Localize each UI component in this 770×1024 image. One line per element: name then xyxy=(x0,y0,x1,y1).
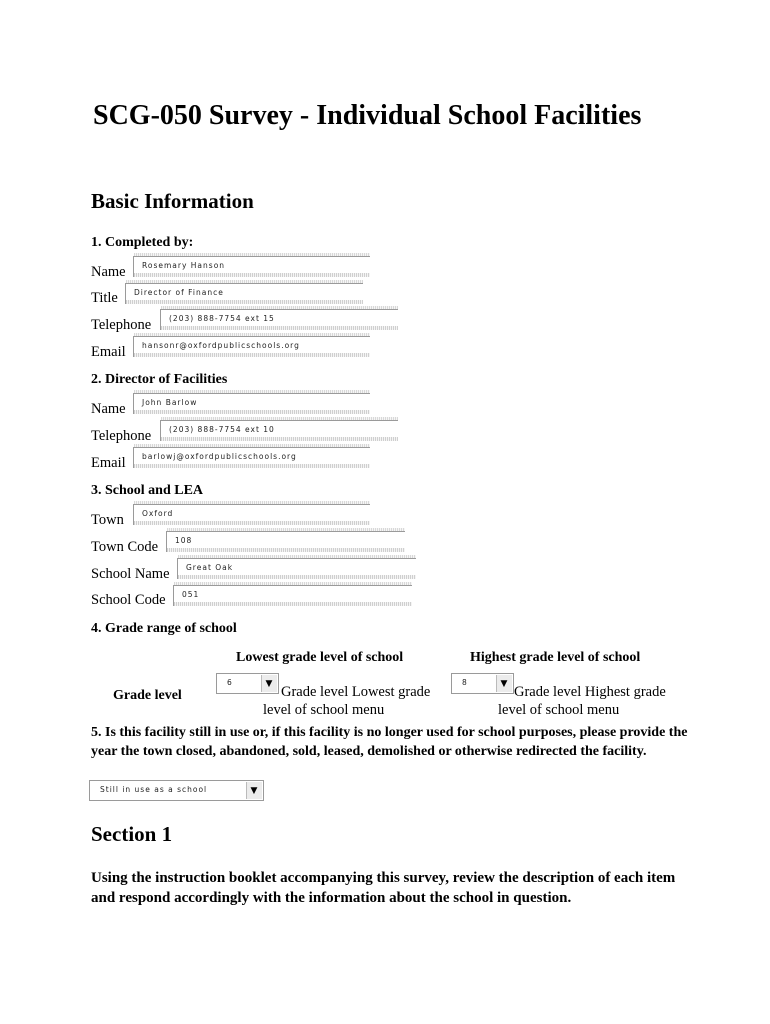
section-1-instructions: Using the instruction booklet accompanying this survey, review the description of each item and respond accordingly with the information about the school in question. xyxy=(91,870,676,906)
town-label: Town xyxy=(91,512,124,528)
town-code-field[interactable]: 108 xyxy=(166,531,405,552)
question-4-heading: 4. Grade range of school xyxy=(91,621,237,636)
chevron-down-icon[interactable]: ▼ xyxy=(246,782,262,799)
facility-status-select[interactable] xyxy=(89,780,264,801)
lowest-grade-column-header: Lowest grade level of school xyxy=(236,650,404,665)
school-code-label: School Code xyxy=(91,592,166,608)
school-code-field[interactable]: 051 xyxy=(173,585,412,606)
facility-status-select-value: Still in use as a school xyxy=(100,785,208,794)
completed-by-email-field[interactable]: hansonr@oxfordpublicschools.org xyxy=(133,336,370,357)
highest-grade-column-header: Highest grade level of school xyxy=(470,650,641,665)
question-3-heading: 3. School and LEA xyxy=(91,483,204,498)
completed-by-name-field[interactable]: Rosemary Hanson xyxy=(133,256,370,277)
director-name-label: Name xyxy=(91,401,126,417)
chevron-down-icon[interactable]: ▼ xyxy=(496,675,512,692)
lowest-grade-menu-caption: Grade level Lowest grade level of school menu xyxy=(263,684,431,718)
page-title: SCG-050 Survey - Individual School Facilities xyxy=(93,100,642,131)
section-heading-basic-information: Basic Information xyxy=(91,189,254,213)
section-1-heading: Section 1 xyxy=(91,822,173,846)
completed-by-email-label: Email xyxy=(91,344,126,360)
completed-by-telephone-label: Telephone xyxy=(91,317,152,333)
question-1-heading: 1. Completed by: xyxy=(91,235,194,250)
town-field[interactable]: Oxford xyxy=(133,504,370,525)
director-telephone-field[interactable]: (203) 888-7754 ext 10 xyxy=(160,420,398,441)
lowest-grade-select-value: 6 xyxy=(227,678,233,687)
completed-by-name-label: Name xyxy=(91,264,126,280)
highest-grade-menu-caption: Grade level Highest grade level of school menu xyxy=(498,684,666,718)
town-code-label: Town Code xyxy=(91,539,159,555)
school-name-field[interactable]: Great Oak xyxy=(177,558,416,579)
director-email-field[interactable]: barlowj@oxfordpublicschools.org xyxy=(133,447,370,468)
highest-grade-select-value: 8 xyxy=(462,678,468,687)
grade-level-row-label: Grade level xyxy=(113,688,182,703)
chevron-down-icon[interactable]: ▼ xyxy=(261,675,277,692)
question-5-heading: 5. Is this facility still in use or, if this facility is no longer used for school purposes, please provide the year the town closed, abandoned, sold, leased, demolished or otherwise redirected the facility. xyxy=(91,725,688,759)
completed-by-telephone-field[interactable]: (203) 888-7754 ext 15 xyxy=(160,309,398,330)
completed-by-title-label: Title xyxy=(91,290,118,306)
director-telephone-label: Telephone xyxy=(91,428,152,444)
director-email-label: Email xyxy=(91,455,126,471)
director-name-field[interactable]: John Barlow xyxy=(133,393,370,414)
completed-by-title-field[interactable]: Director of Finance xyxy=(125,283,363,304)
school-name-label: School Name xyxy=(91,566,170,582)
question-2-heading: 2. Director of Facilities xyxy=(91,372,228,387)
